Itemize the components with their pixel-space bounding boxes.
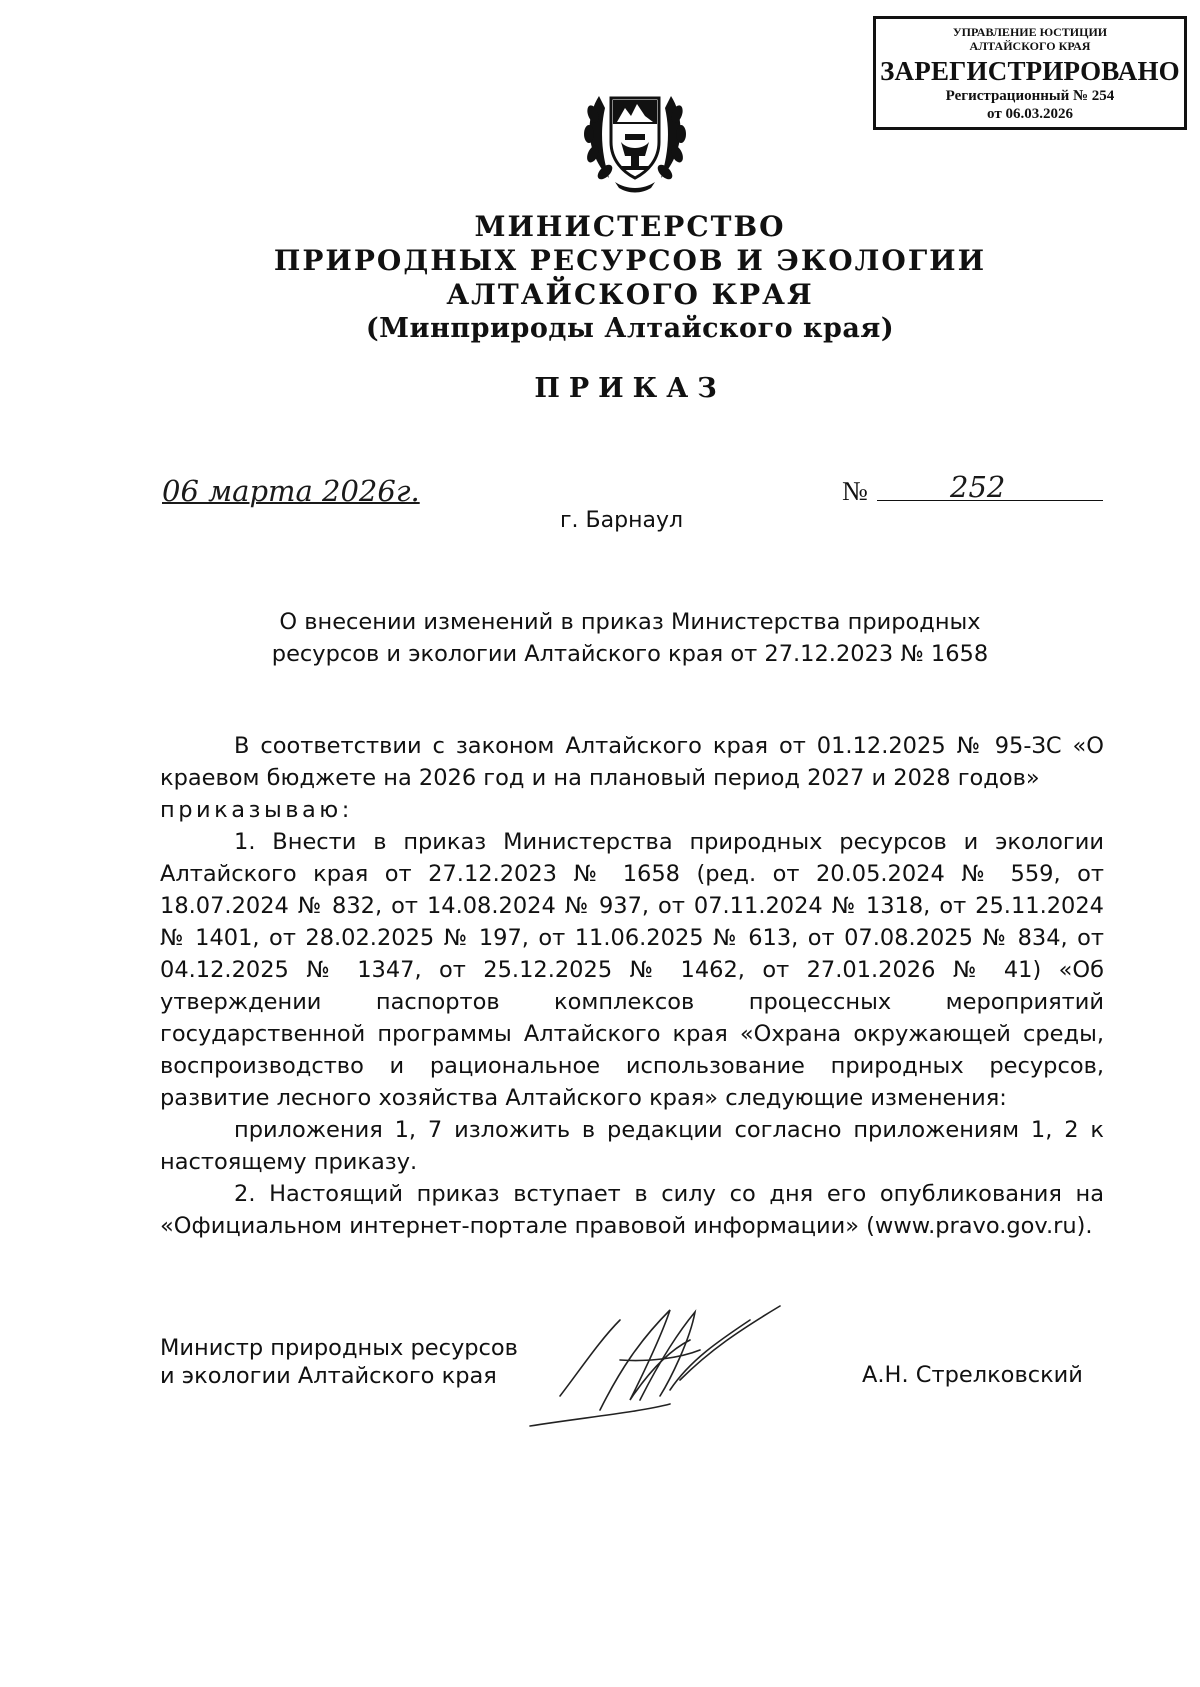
order-title-line-1: О внесении изменений в приказ Министерства природных bbox=[279, 609, 981, 635]
preamble-paragraph: В соответствии с законом Алтайского края от 01.12.2025 № 95-ЗС «О краевом бюджете на 2026 год и на плановый период 2027 и 2028 годов» bbox=[160, 733, 1104, 791]
handwritten-number: 252 bbox=[950, 470, 1006, 504]
handwritten-signature bbox=[520, 1300, 820, 1430]
coat-of-arms-icon bbox=[579, 78, 691, 198]
clause-2-paragraph: 2. Настоящий приказ вступает в силу со дня его опубликования на «Официальном интернет-портале правовой информации» (www.pravo.gov.ru). bbox=[160, 1181, 1104, 1239]
stamp-reg-date: от 06.03.2026 bbox=[987, 106, 1073, 122]
stamp-reg-number: Регистрационный № 254 bbox=[945, 88, 1115, 104]
signatory-position-line-1: Министр природных ресурсов bbox=[160, 1335, 518, 1361]
ministry-name-line-2: ПРИРОДНЫХ РЕСУРСОВ И ЭКОЛОГИИ bbox=[273, 244, 987, 277]
stamp-line-2: АЛТАЙСКОГО КРАЯ bbox=[969, 39, 1091, 53]
signatory-position-line-2: и экологии Алтайского края bbox=[160, 1363, 497, 1389]
document-type: ПРИКАЗ bbox=[534, 373, 726, 404]
stamp-line-1: УПРАВЛЕНИЕ ЮСТИЦИИ bbox=[952, 25, 1108, 39]
order-body bbox=[160, 730, 1104, 1242]
number-label: № bbox=[842, 476, 868, 506]
ministry-name-line-1: МИНИСТЕРСТВО bbox=[474, 210, 786, 243]
order-title bbox=[200, 606, 1060, 670]
ministry-name-line-3: АЛТАЙСКОГО КРАЯ bbox=[446, 278, 814, 311]
order-word: приказываю: bbox=[160, 797, 353, 823]
clause-1-amendment: приложения 1, 7 изложить в редакции согласно приложениям 1, 2 к настоящему приказу. bbox=[160, 1117, 1104, 1175]
ministry-short-name: (Минприроды Алтайского края) bbox=[365, 313, 895, 344]
signatory-name: А.Н. Стрелковский bbox=[862, 1362, 1083, 1388]
stamp-status: ЗАРЕГИСТРИРОВАНО bbox=[880, 56, 1180, 86]
city: г. Барнаул bbox=[560, 508, 684, 533]
handwritten-date: 06 марта 2026г. bbox=[162, 474, 420, 508]
registration-stamp bbox=[873, 16, 1187, 130]
signatory-position bbox=[160, 1334, 518, 1390]
clause-1-paragraph: 1. Внести в приказ Министерства природных ресурсов и экологии Алтайского края от 27.12.2023 № 1658 (ред. от 20.05.2024 № 559, от 18.07.2024 № 832, от 14.08.2024 № 937, от 07.11.2024 № 1318, от 25.11.2024 № 1401, от 28.02.2025 № 197, от 11.06.2025 № 613, от 07.08.2025 № 834, от 04.12.2025 № 1347, от 25.12.2025 № 1462, от 27.01.2026 № 41) «Об утверждении паспортов комплексов процессных мероприятий государственной программы Алтайского края «Охрана окружающей среды, воспроизводство и рациональное использование природных ресурсов, развитие лесного хозяйства Алтайского края» следующие изменения: bbox=[160, 829, 1104, 1111]
order-title-line-2: ресурсов и экологии Алтайского края от 27.12.2023 № 1658 bbox=[271, 641, 989, 667]
